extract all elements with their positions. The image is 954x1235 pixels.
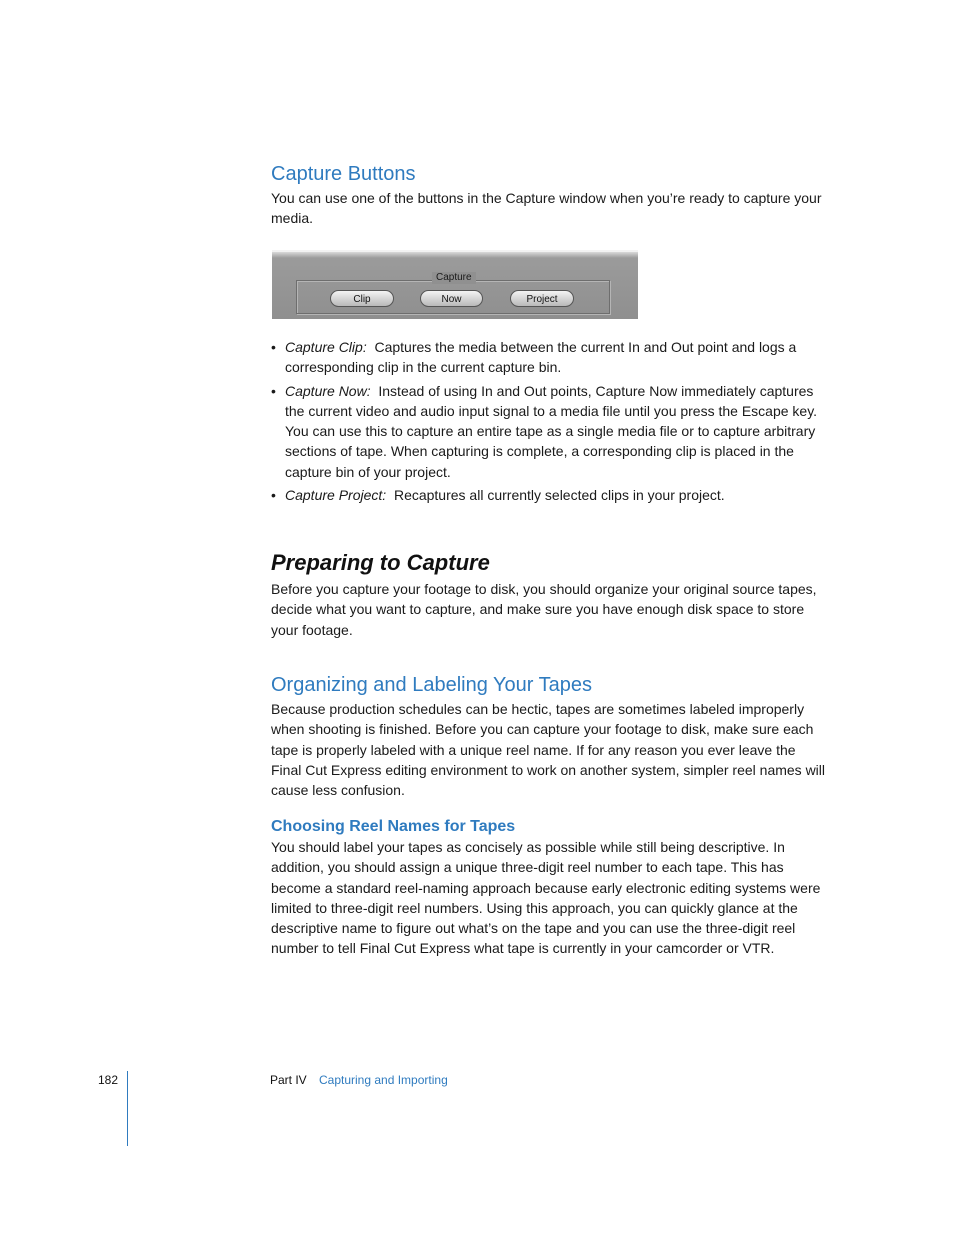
capture-clip-button[interactable]: Clip: [330, 290, 394, 307]
capture-buttons-intro: You can use one of the buttons in the Capture window when you’re ready to capture your media.: [271, 190, 822, 227]
footer-chapter: Capturing and Importing: [319, 1073, 448, 1087]
preparing-to-capture-text: Before you capture your footage to disk, you should organize your original source tapes, decide what you want to capture, and make sure you have enough disk space to store your footage.: [271, 581, 817, 638]
capture-group-label: Capture: [432, 272, 476, 284]
capture-project-button[interactable]: Project: [510, 290, 574, 307]
footer-part: Part IV: [270, 1073, 307, 1087]
capture-panel: [272, 250, 638, 319]
list-item: • Capture Project: Recaptures all currently selected clips in your project.: [271, 485, 827, 505]
list-item: • Capture Now: Instead of using In and Out points, Capture Now immediately captures the current video and audio input signal to a media file until you press the Escape key. You can use this to capture an entire tape as a single media file or to capture arbitrary sections of tape. When capturing is complete, a corresponding clip is placed in the capture bin of your project.: [271, 381, 827, 482]
choosing-reel-names-text: You should label your tapes as concisely as possible while still being descriptive. In addition, you should assign a unique three-digit reel number to each tape. This has become a standard reel-naming approach because early electronic editing systems were limited to three-digit reel numbers. Using this approach, you can quickly glance at the descriptive name to figure out what’s on the tape and you can use the three-digit reel number to tell Final Cut Express what tape is currently in your camcorder or VTR.: [271, 839, 821, 957]
capture-now-button[interactable]: Now: [420, 290, 483, 307]
section-heading-choosing-reel-names: Choosing Reel Names for Tapes: [271, 818, 516, 835]
organizing-tapes-text: Because production schedules can be hectic, tapes are sometimes labeled improperly when shooting is finished. Before you can capture your footage to disk, make sure each tape is properly labeled with a unique reel name. If for any reason you ever leave the Final Cut Express editing environment to work on another system, simpler reel names will cause less confusion.: [271, 701, 826, 799]
section-heading-preparing-to-capture: Preparing to Capture: [271, 550, 490, 575]
section-heading-organizing-tapes: Organizing and Labeling Your Tapes: [271, 674, 592, 696]
list-item: • Capture Clip: Captures the media between the current In and Out point and logs a corresponding clip in the current capture bin.: [271, 337, 827, 378]
footer-divider: [127, 1071, 128, 1146]
section-heading-capture-buttons: Capture Buttons: [271, 163, 416, 185]
capture-buttons-list: [271, 337, 827, 508]
page-number: 182: [98, 1073, 119, 1087]
